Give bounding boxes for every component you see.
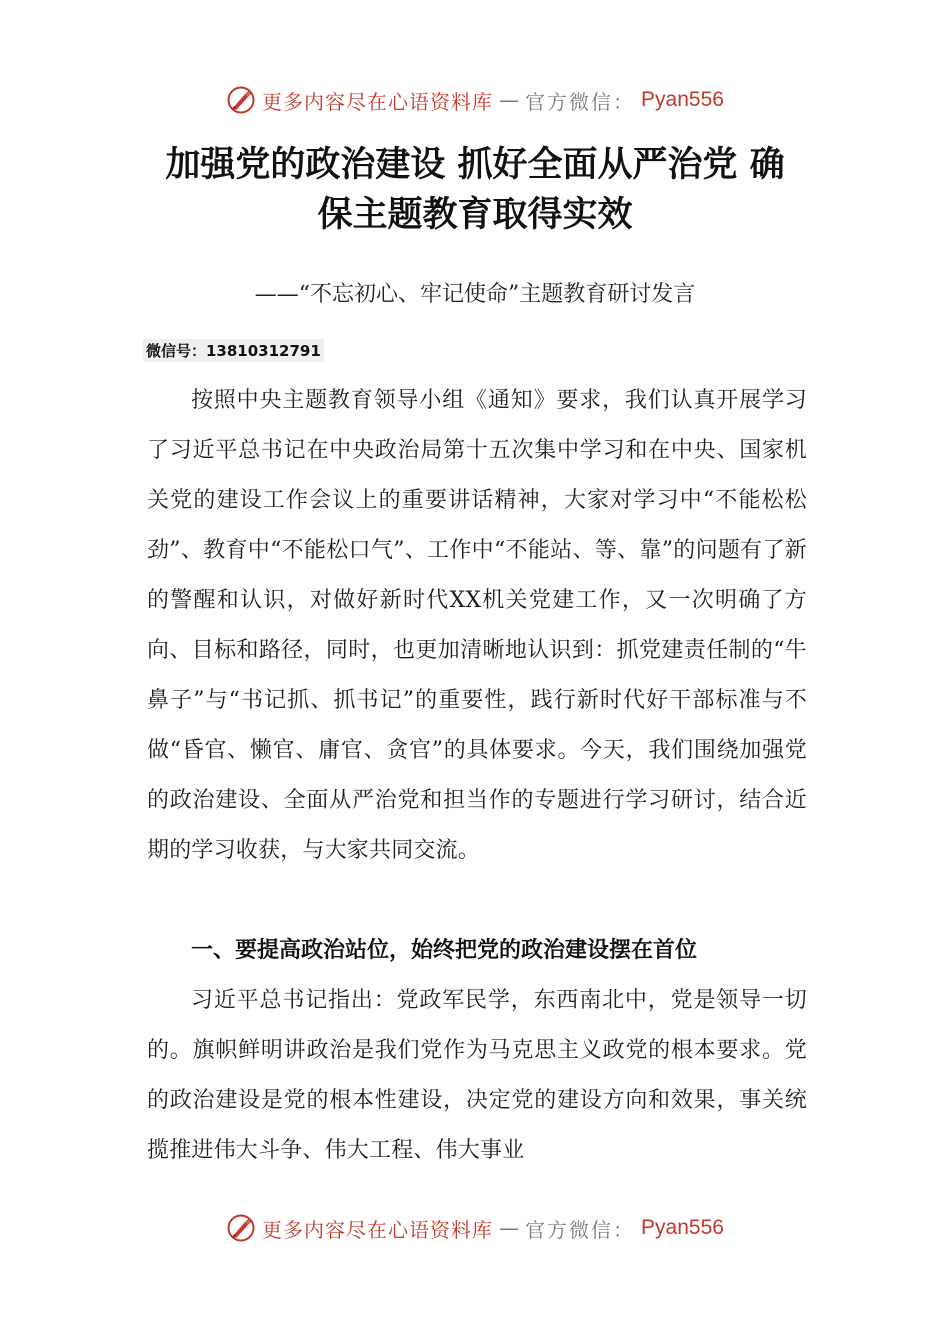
banner-label: 官方微信： [525, 89, 636, 114]
header-banner [0, 80, 950, 120]
document-subtitle: ——“不忘初心、牢记使命”主题教育研讨发言 [254, 282, 696, 307]
banner-wechat-id: Pyan556 [641, 88, 724, 111]
banner-label: 官方微信： [525, 1217, 636, 1242]
wechat-number: 微信号：13810312791 [143, 339, 324, 362]
body-paragraph: 按照中央主题教育领导小组《通知》要求，我们认真开展学习了习近平总书记在中央政治局第十五次集中学习和在中央、国家机关党的建设工作会议上的重要讲话精神，大家对学习中“不能松松劲”、教育中“不能松口气”、工作中“不能站、等、靠”的问题有了新的警醒和认识，对做好新时代XX机关党建工作，又一次明确了方向、目标和路径，同时，也更加清晰地认识到：抓党建责任制的“牛鼻子”与“书记抓、抓书记”的重要性，践行新时代好干部标准与不做“昏官、懒官、庸官、贪官”的具体要求。今天，我们围绕加强党的政治建设、全面从严治党和担当作的专题进行学习研讨，结合近期的学习收获，与大家共同交流。 [147, 388, 807, 863]
banner-wechat-id: Pyan556 [641, 1216, 724, 1239]
pen-circle-logo-icon [226, 85, 256, 115]
document-title: 加强党的政治建设 抓好全面从严治党 确保主题教育取得实效 [165, 144, 785, 235]
footer-banner [0, 1208, 950, 1248]
banner-dash: — [499, 1216, 520, 1240]
banner-main-text: 更多内容尽在心语资料库 [262, 1217, 494, 1242]
banner-main-text: 更多内容尽在心语资料库 [262, 89, 494, 114]
pen-circle-logo-icon [226, 1213, 256, 1243]
banner-dash: — [499, 88, 520, 112]
section-heading: 一、要提高政治站位，始终把党的政治建设摆在首位 [191, 938, 698, 963]
body-paragraph: 习近平总书记指出：党政军民学，东西南北中，党是领导一切的。旗帜鲜明讲政治是我们党作为马克思主义政党的根本要求。党的政治建设是党的根本性建设，决定党的建设方向和效果，事关统揽推进伟大斗争、伟大工程、伟大事业 [147, 988, 807, 1163]
